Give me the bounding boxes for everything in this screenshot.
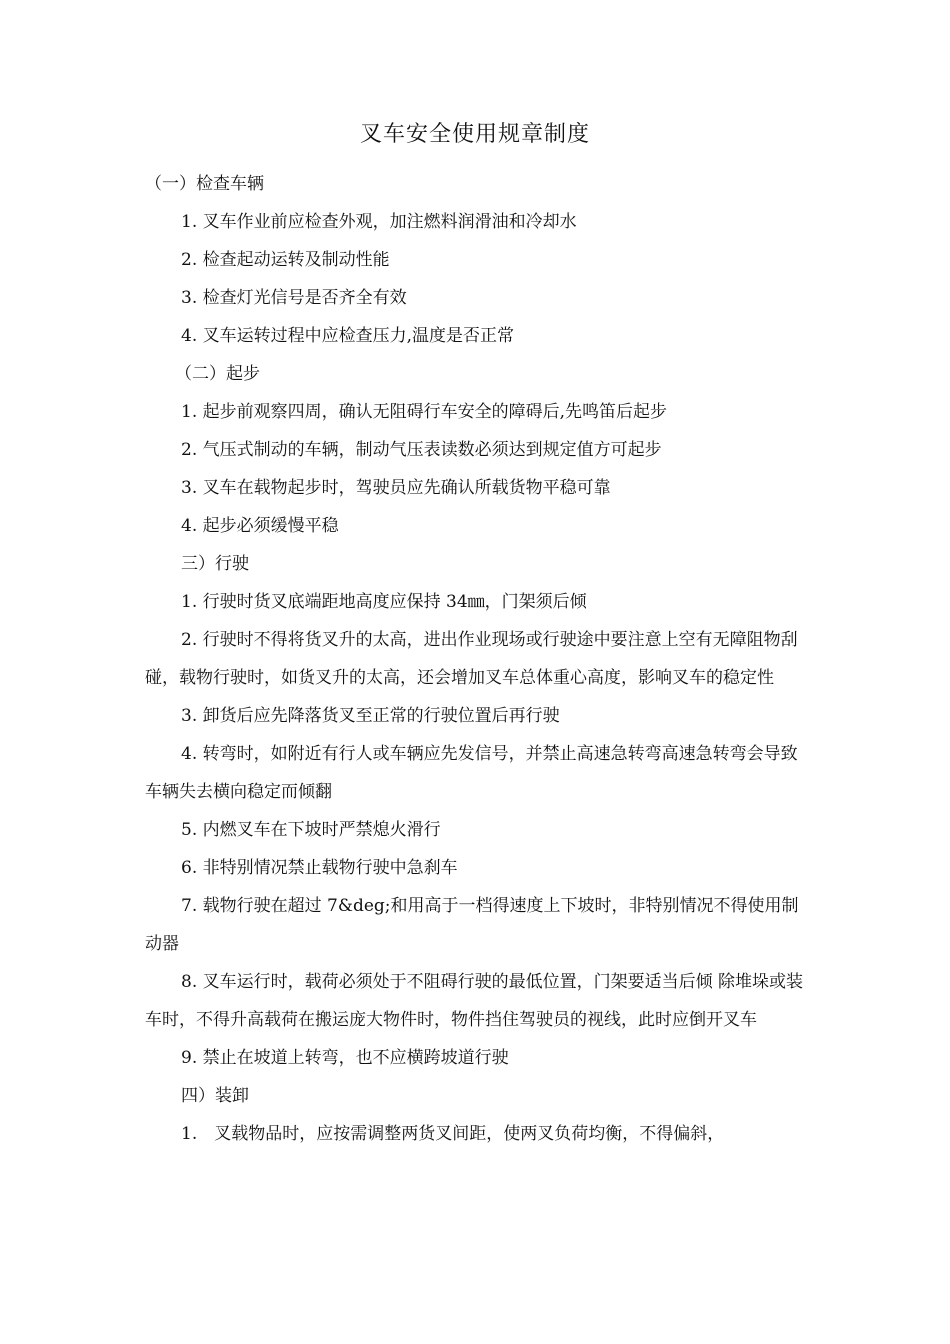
section-heading-4: 四）装卸 <box>181 1086 249 1106</box>
document-body <box>145 165 809 1153</box>
paragraph: 3. 检查灯光信号是否齐全有效 <box>181 288 407 308</box>
paragraph: 1. 叉载物品时，应按需调整两货叉间距，使两叉负荷均衡，不得偏斜， <box>181 1124 725 1144</box>
paragraph: 3. 叉车在载物起步时，驾驶员应先确认所载货物平稳可靠 <box>181 478 611 498</box>
section-heading-3: 三）行驶 <box>181 554 249 574</box>
paragraph: 1. 叉车作业前应检查外观，加注燃料润滑油和冷却水 <box>181 212 577 232</box>
paragraph: 2. 检查起动运转及制动性能 <box>181 250 390 270</box>
paragraph: 3. 卸货后应先降落货叉至正常的行驶位置后再行驶 <box>181 706 560 726</box>
paragraph: 1. 行驶时货叉底端距地高度应保持 34㎜，门架须后倾 <box>181 592 587 612</box>
paragraph: 6. 非特别情况禁止载物行驶中急刹车 <box>181 858 458 878</box>
section-heading-1: （一）检查车辆 <box>145 174 264 194</box>
paragraph: 9. 禁止在坡道上转弯，也不应横跨坡道行驶 <box>181 1048 509 1068</box>
paragraph: 8. 叉车运行时，载荷必须处于不阻碍行驶的最低位置，门架要适当后倾 除堆垛或装车时，不得升高载荷在搬运庞大物件时，物件挡住驾驶员的视线，此时应倒开叉车 <box>145 972 804 1030</box>
section-heading-2: （二）起步 <box>175 364 260 384</box>
paragraph: 4. 转弯时，如附近有行人或车辆应先发信号，并禁止高速急转弯高速急转弯会导致车辆失去横向稳定而倾翻 <box>145 744 798 802</box>
paragraph: 4. 叉车运转过程中应检查压力,温度是否正常 <box>181 326 515 346</box>
paragraph: 5. 内燃叉车在下坡时严禁熄火滑行 <box>181 820 441 840</box>
document-title: 叉车安全使用规章制度 <box>359 122 590 147</box>
paragraph: 2. 行驶时不得将货叉升的太高，进出作业现场或行驶途中要注意上空有无障阻物刮碰，载物行驶时，如货叉升的太高，还会增加叉车总体重心高度，影响叉车的稳定性 <box>145 630 798 688</box>
paragraph: 1. 起步前观察四周，确认无阻碍行车安全的障碍后,先鸣笛后起步 <box>181 402 668 422</box>
paragraph: 4. 起步必须缓慢平稳 <box>181 516 339 536</box>
paragraph: 2. 气压式制动的车辆，制动气压表读数必须达到规定值方可起步 <box>181 440 662 460</box>
paragraph: 7. 载物行驶在超过 7&deg;和用高于一档得速度上下坡时，非特别情况不得使用制动器 <box>145 896 799 954</box>
